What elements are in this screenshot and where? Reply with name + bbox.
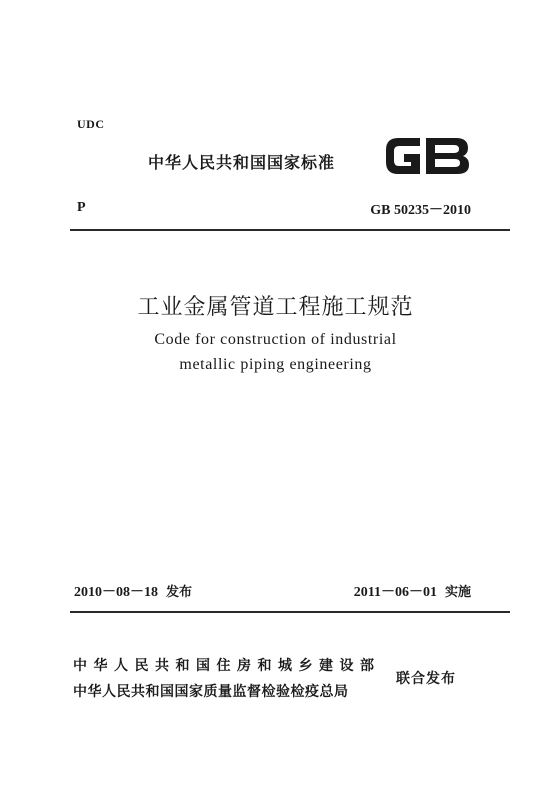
implement-date: 2011－06－01 <box>353 585 437 600</box>
issue-label: 发布 <box>166 585 193 600</box>
implement-date-block <box>354 581 471 601</box>
bottom-divider <box>70 611 510 613</box>
gb-logo-b <box>426 138 469 174</box>
gb-logo-g <box>386 138 420 174</box>
document-title-english-line2: metallic piping engineering <box>179 356 372 373</box>
joint-release-label: 联合发布 <box>396 671 456 687</box>
implement-label: 实施 <box>444 585 471 600</box>
issue-date-block <box>74 581 192 601</box>
gb-logo <box>380 130 475 182</box>
issuer-aqsiq: 中华人民共和国国家质量监督检验检疫总局 <box>73 684 349 700</box>
document-title-chinese: 工业金属管道工程施工规范 <box>137 295 414 320</box>
issuer-ministry-housing: 中华人民共和国住房和城乡建设部 <box>73 658 381 674</box>
document-title-english-line1: Code for construction of industrial <box>154 331 397 348</box>
standard-number: GB 50235－2010 <box>370 203 471 218</box>
top-divider <box>70 229 510 231</box>
issue-date: 2010－08－18 <box>74 585 158 600</box>
udc-label: UDC <box>77 117 105 131</box>
category-label: P <box>77 200 86 215</box>
national-standard-label: 中华人民共和国国家标准 <box>148 153 336 172</box>
